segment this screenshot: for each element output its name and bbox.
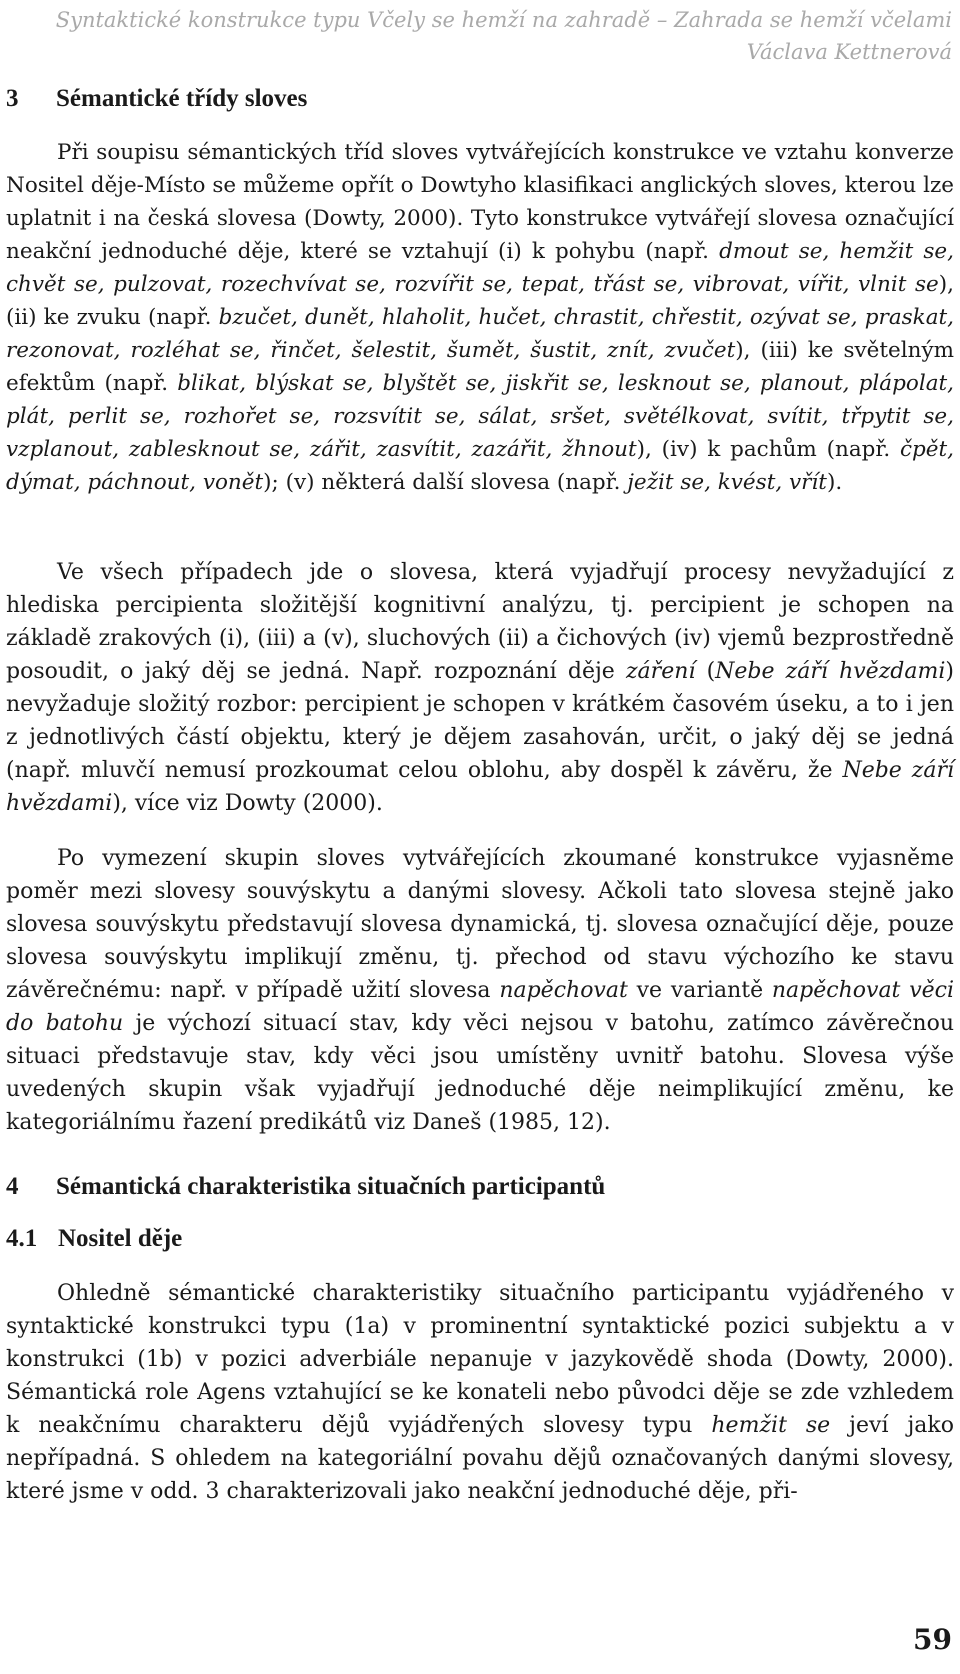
- section-3-number: 3: [6, 85, 19, 112]
- p1-text-3: ), (iii) ke světelným efektům (např.: [6, 338, 954, 396]
- p1-text-6: ).: [826, 470, 843, 495]
- p2-italic-3: Nebe září hvězdami: [6, 758, 955, 816]
- p3-text-1: Po vymezení skupin sloves vytvářejících zkoumané konstrukce vyjasněme poměr mezi slovesy souvýskytu a danými slovesy. Ačkoli tato slovesa stejně jako slovesa souvýskytu představují slovesa dynamická, tj. slovesa označující děje, pouze slovesa souvýskytu implikují změnu, tj. přechod od stavu výchozího ke stavu závěrečnému: např. v případě užití slovesa: [6, 846, 954, 1003]
- running-head: [52, 4, 952, 68]
- p3-text-3: je výchozí situací stav, kdy věci nejsou v batohu, zatímco závěrečnou situaci představuje stav, kdy věci jsou umístěny uvnitř batohu. Slovesa výše uvedených skupin však vyjadřují jednoduché děje neimplikující změnu, ke kategoriálnímu řazení predikátů viz Daneš (1985, 12).: [6, 1011, 954, 1135]
- running-head-title: Syntaktické konstrukce typu Včely se hemží na zahradě – Zahrada se hemží včelami: [55, 8, 952, 32]
- p1-text-2: ), (ii) ke zvuku (např.: [6, 272, 954, 330]
- running-head-author: Václava Kettnerová: [746, 40, 952, 64]
- p3-italic-2: napěchovat věci do batohu: [6, 978, 954, 1036]
- p4-text-1: Ohledně sémantické charakteristiky situačního participantu vyjádřeného v syntaktické konstrukci typu (1a) v prominentní syntaktické pozici subjektu a v konstrukci (1b) v pozici adverbiále nepanuje v jazykovědě shoda (Dowty, 2000). Sémantická role Agens vztahující se ke konateli nebo původci děje se zde vzhledem k neakčnímu charakteru dějů vyjádřených slovesy typu: [6, 1281, 954, 1438]
- p2-italic-2: Nebe září hvězdami: [715, 659, 946, 684]
- section-4-1-title: Nositel děje: [58, 1225, 183, 1252]
- paragraph-4: [6, 1277, 954, 1508]
- p3-italic-1: napěchovat: [499, 978, 628, 1003]
- p1-examples-smell: čpět, dýmat, páchnout, vonět: [6, 437, 954, 495]
- p4-text-2: jeví jako nepřípadná. S ohledem na kategoriální povahu dějů označovaných danými slovesy, které jsme v odd. 3 charakterizovali jako neakční jednoduché děje, při-: [6, 1413, 954, 1504]
- p1-text-5: ); (v) některá další slovesa (např.: [263, 470, 628, 495]
- paragraph-1: [6, 136, 954, 499]
- p1-text-4: ), (iv) k pachům (např.: [636, 437, 900, 462]
- p4-italic-1: hemžit se: [711, 1413, 831, 1438]
- section-4-1-number: 4.1: [6, 1225, 38, 1252]
- section-4-1-heading: [6, 1222, 182, 1256]
- p2-text-2: (: [695, 659, 716, 684]
- p2-text-1: Ve všech případech jde o slovesa, která vyjadřují procesy nevyžadující z hlediska percipienta složitější kognitivní analýzu, tj. percipient je schopen na základě zrakových (i), (iii) a (v), sluchových (ii) a čichových (iv) vjemů bezprostředně posoudit, o jaký děj se jedná. Např. rozpoznání děje: [6, 560, 954, 684]
- paragraph-2: [6, 556, 954, 820]
- page-number: 59: [913, 1623, 952, 1656]
- paragraph-3: [6, 842, 954, 1139]
- section-3-title: Sémantické třídy sloves: [56, 85, 308, 112]
- section-3-heading: [6, 82, 307, 116]
- p1-examples-motion: dmout se, hemžit se, chvět se, pulzovat, rozechvívat se, rozvířit se, tepat, třást se, vibrovat, vířit, vlnit se: [6, 239, 954, 297]
- p2-italic-1: záření: [625, 659, 696, 684]
- p1-examples-light: blikat, blýskat se, blyštět se, jiskřit se, lesknout se, planout, plápolat, plát, perlit se, rozhořet se, rozsvítit se, sálat, sršet, světélkovat, svítit, třpytit se, vzplanout, zablesknout se, zářit, zasvítit, zazářit, žhnout: [6, 371, 954, 462]
- p1-examples-other: ježit se, kvést, vřít: [627, 470, 827, 495]
- section-4-heading: [6, 1170, 605, 1204]
- p1-examples-sound: bzučet, dunět, hlaholit, hučet, chrastit, chřestit, ozývat se, praskat, rezonovat, rozléhat se, řinčet, šelestit, šumět, šustit, znít, zvučet: [6, 305, 954, 363]
- section-4-title: Sémantická charakteristika situačních participantů: [56, 1173, 606, 1200]
- p2-text-4: ), více viz Dowty (2000).: [112, 791, 383, 816]
- p2-text-3: ) nevyžaduje složitý rozbor: percipient je schopen v krátkém časovém úseku, a to i jen z jednotlivých částí objektu, který je dějem zasahován, určit, o jaký děj se jedná (např. mluvčí nemusí prozkoumat celou oblohu, aby dospěl k závěru, že: [6, 659, 954, 783]
- section-4-number: 4: [6, 1173, 19, 1200]
- p1-text-1: Při soupisu sémantických tříd sloves vytvářejících konstrukce ve vztahu konverze Nositel děje-Místo se můžeme opřít o Dowtyho klasifikaci anglických sloves, kterou lze uplatnit i na česká slovesa (Dowty, 2000). Tyto konstrukce vytvářejí slovesa označující neakční jednoduché děje, které se vztahují (i) k pohybu (např.: [6, 140, 954, 264]
- p3-text-2: ve variantě: [627, 978, 772, 1003]
